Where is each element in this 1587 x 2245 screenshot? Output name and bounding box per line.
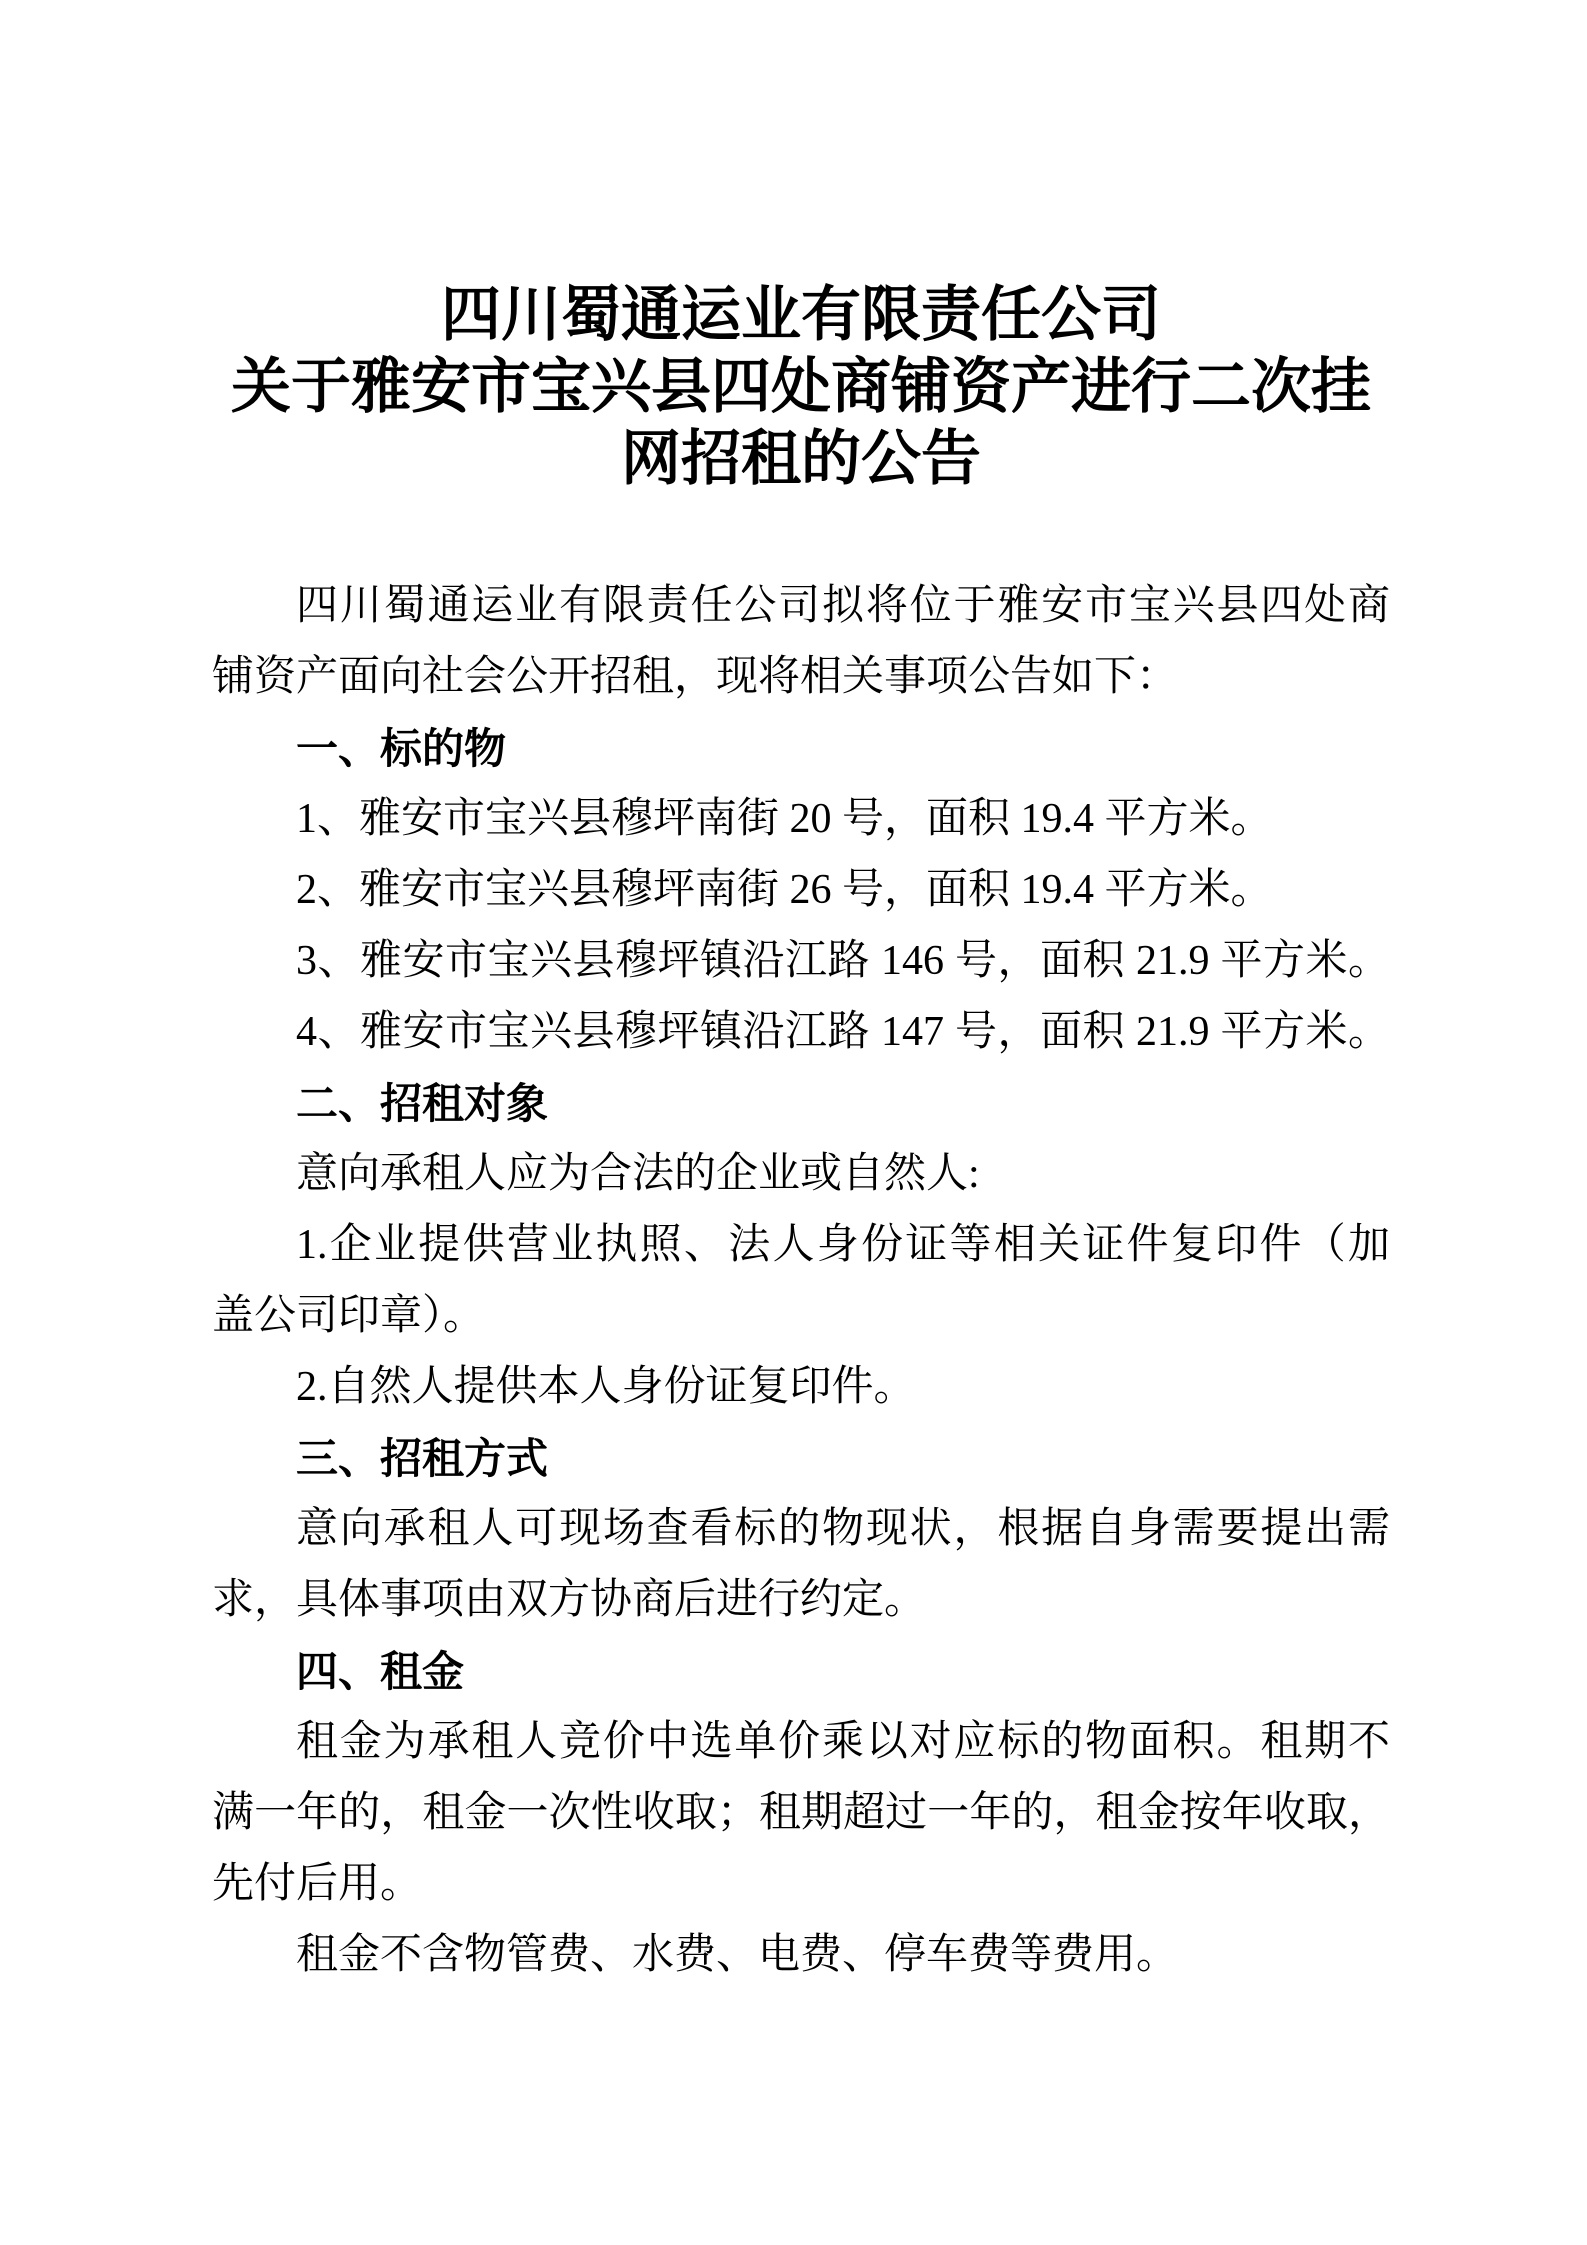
paragraph-line: 满一年的，租金一次性收取；租期超过一年的，租金按年收取，	[212, 1790, 1390, 1836]
list-item: 1、雅安市宝兴县穆坪南街 20 号，面积 19.4 平方米。	[296, 796, 1273, 842]
paragraph-line: 意向承租人可现场查看标的物现状，根据自身需要提出需	[296, 1506, 1390, 1552]
section-heading: 二、招租对象	[296, 1080, 549, 1127]
paragraph-line: 先付后用。	[212, 1861, 423, 1907]
title-line: 关于雅安市宝兴县四处商铺资产进行二次挂	[231, 354, 1371, 420]
paragraph-line: 求，具体事项由双方协商后进行约定。	[212, 1577, 927, 1623]
paragraph-line: 1.企业提供营业执照、法人身份证等相关证件复印件（加	[296, 1222, 1390, 1268]
section-heading: 一、标的物	[296, 725, 507, 772]
title-line: 网招租的公告	[621, 426, 981, 492]
paragraph-line: 盖公司印章）。	[212, 1293, 486, 1339]
paragraph-line: 2.自然人提供本人身份证复印件。	[296, 1364, 916, 1410]
document-content	[212, 279, 1390, 1991]
section-heading: 三、招租方式	[296, 1435, 549, 1482]
paragraph-line: 意向承租人应为合法的企业或自然人:	[296, 1151, 980, 1197]
document-title	[212, 279, 1390, 495]
paragraph-line: 租金为承租人竞价中选单价乘以对应标的物面积。租期不	[296, 1719, 1390, 1765]
document-body	[212, 571, 1390, 1991]
title-line: 四川蜀通运业有限责任公司	[441, 282, 1161, 348]
paragraph-line: 四川蜀通运业有限责任公司拟将位于雅安市宝兴县四处商	[296, 583, 1390, 629]
list-item: 4、雅安市宝兴县穆坪镇沿江路 147 号，面积 21.9 平方米。	[296, 1009, 1390, 1055]
section-heading: 四、租金	[296, 1648, 465, 1695]
paragraph-line: 租金不含物管费、水费、电费、停车费等费用。	[296, 1932, 1179, 1978]
list-item: 3、雅安市宝兴县穆坪镇沿江路 146 号，面积 21.9 平方米。	[296, 938, 1390, 984]
paragraph-line: 铺资产面向社会公开招租，现将相关事项公告如下：	[212, 654, 1179, 700]
list-item: 2、雅安市宝兴县穆坪南街 26 号，面积 19.4 平方米。	[296, 867, 1273, 913]
